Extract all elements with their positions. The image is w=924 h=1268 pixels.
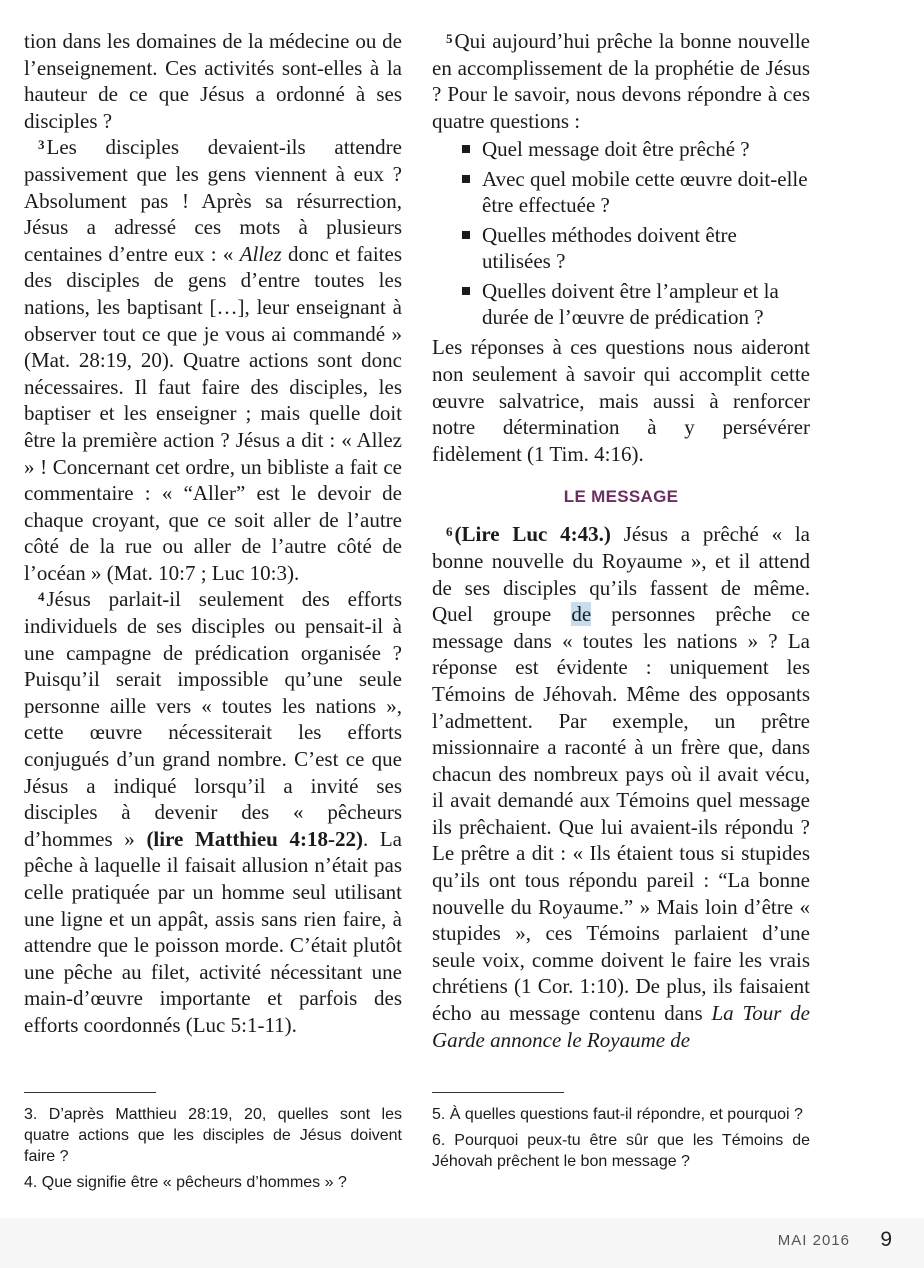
paragraph-number: 5 [446,31,453,46]
paragraph-number: 6 [446,524,453,540]
footnote [24,1172,402,1193]
list-item: Avec quel mobile cette œuvre doit-elle être effectuée ? [482,166,810,218]
paragraph-text: . La pêche à laquelle il faisait allusion n’était pas celle pratiquée par un homme seul utilisant une ligne et un appât, assis sans rien faire, à attendre que le poisson morde. C’était plutôt une pêche au filet, activité nécessitant une main-d’œuvre importante et parfois des efforts coordonnés (Luc 5:1-11). [24,826,402,1037]
list-item: Quel message doit être prêché ? [482,136,810,162]
list-item: Quelles méthodes doivent être utilisées ? [482,222,810,274]
left-column [24,28,402,1039]
page-number: 9 [880,1228,892,1251]
selected-text-highlight[interactable]: de [571,602,592,627]
italic-text: La Tour de Garde annonce le Royaume de [432,1001,810,1052]
footnote-number: 6. [432,1132,446,1149]
footnote-number: 5. [432,1106,446,1123]
footnote-text: D’après Matthieu 28:19, 20, quelles sont les quatre actions que les disciples de Jésus doivent faire ? [24,1106,402,1165]
footnote-number: 4. [24,1174,38,1191]
paragraph-text: Jésus a prêché « la bonne nouvelle du Royaume », et il attend de ses disciples qu’ils fassent de même. Quel groupe [432,522,810,627]
footnote-number: 3. [24,1106,38,1123]
paragraph-5-continued: Les réponses à ces questions nous aideront non seulement à savoir qui accomplit cette œuvre salvatrice, mais aussi à renforcer notre détermination à y persévérer fidèlement (1 Tim. 4:16). [432,335,810,466]
scripture-reference: (lire Matthieu 4:18-22) [146,826,363,851]
footnote [432,1104,810,1125]
italic-text: Allez [239,241,282,266]
paragraph-text: personnes prêche ce message dans « toutes les nations » ? La réponse est évidente : uniquement les Témoins de Jéhovah. Même des opposants l’admettent. Par exemple, un prêtre missionnaire a raconté à un frère que, dans chacun des nombreux pays où il avait vécu, il avait demandé aux Témoins quel message ils prêchaient. Que lui avaient-ils répondu ? Le prêtre a dit : « Ils étaient tous si stupides qu’ils ont tous répondu pareil : “La bonne nouvelle du Royaume.” » Mais loin d’être « stupides », ces Témoins parlaient d’une seule voix, comme doivent le faire les vrais chrétiens (1 Cor. 1:10). De plus, ils faisaient écho au message contenu dans [432,602,811,1026]
paragraph-4 [24,586,402,1038]
paragraph-text: donc et faites des disciples de gens d’entre toutes les nations, les baptisant […], leur enseignant à observer tout ce que je vous ai commandé » (Mat. 28:19, 20). Quatre actions sont donc nécessaires. Il faut faire des disciples, les baptiser et les enseigner ; mais quelle doit être la première action ? Jésus a dit : « Allez » ! Concernant cet ordre, un bibliste a fait ce commentaire : « “Aller” est le devoir de chaque croyant, que ce soit aller de l’autre côté de la rue ou aller de l’autre côté de l’océan » (Mat. 10:7 ; Luc 10:3). [24,241,403,585]
paragraph-text: Jésus parlait-il seulement des efforts individuels de ses disciples ou pensait-il à une campagne de prédication organisée ? Puisqu’il serait impossible qu’une seule personne aille vers « toutes les nations », cette œuvre nécessiterait les efforts conjugués d’un grand nombre. C’est ce que Jésus a indiqué lorsqu’il a invité ses disciples à devenir des « pêcheurs d’hommes » [24,587,402,851]
paragraph-number: 4 [38,589,45,605]
questions-list [432,136,810,330]
right-column [432,28,810,1053]
footnote-divider [24,1092,156,1093]
footnote [24,1104,402,1167]
paragraph-text: Qui aujourd’hui prêche la bonne nouvelle en accomplissement de la prophétie de Jésus ? Pour le savoir, nous devons répondre à ces quatre questions : [432,29,810,133]
paragraph-text: Les disciples devaient-ils attendre passivement que les gens viennent à eux ? Absolument pas ! Après sa résurrection, Jésus a adressé ces mots à plusieurs centaines d’entre eux : « [24,135,402,266]
footnote-text: À quelles questions faut-il répondre, et pourquoi ? [449,1106,803,1123]
footnotes-right [432,1104,810,1177]
paragraph-6 [432,521,810,1053]
section-heading: LE MESSAGE [563,487,679,507]
paragraph-number: 3 [38,137,45,153]
paragraph-3 [24,134,402,586]
footnotes-left [24,1104,402,1198]
scripture-reference: (Lire Luc 4:43.) [454,522,611,547]
footnote [432,1130,810,1172]
footnote-text: Que signifie être « pêcheurs d’hommes » ? [41,1174,347,1191]
paragraph-continued: tion dans les domaines de la médecine ou de l’enseignement. Ces activités sont-elles à la hauteur de ce que Jésus a ordonné à ses disciples ? [24,29,402,133]
footnote-divider [432,1092,564,1093]
footnote-text: Pourquoi peux-tu être sûr que les Témoins de Jéhovah prêchent le bon message ? [432,1132,810,1170]
paragraph-5 [432,28,810,134]
list-item: Quelles doivent être l’ampleur et la durée de l’œuvre de prédication ? [482,278,810,330]
issue-date: MAI 2016 [777,1232,850,1249]
